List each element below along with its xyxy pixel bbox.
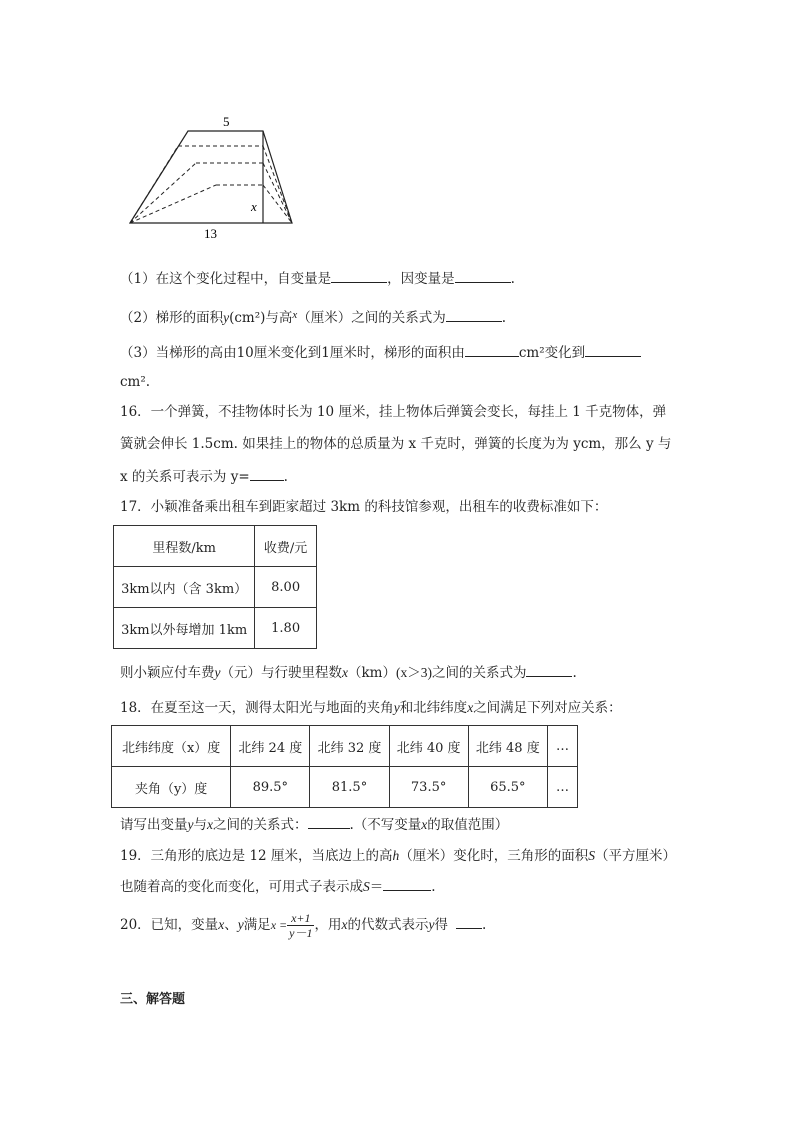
lat-cell: 北纬 40 度 bbox=[389, 726, 468, 767]
latitude-table bbox=[111, 725, 578, 808]
angle-cell: … bbox=[547, 767, 577, 808]
fraction: $\frac{x+1}{y-1}$ bbox=[289, 911, 313, 940]
lat-cell: 北纬 32 度 bbox=[310, 726, 389, 767]
q15-part3-unit: cm². bbox=[120, 374, 151, 390]
trapezoid-figure bbox=[120, 110, 310, 245]
q18-intro: 18．在夏至这一天，测得太阳光与地面的夹角y和北纬纬度x之间满足下列对应关系： bbox=[120, 700, 622, 716]
answer-blank[interactable] bbox=[250, 466, 284, 481]
fare-row-distance: 3km以外每增加 1km bbox=[114, 608, 255, 649]
fare-row-fee: 8.00 bbox=[255, 567, 317, 608]
q19-line1: 19．三角形的底边是 12 厘米，当底边上的高h（厘米）变化时，三角形的面积S（平方厘米） bbox=[120, 848, 676, 864]
q17-question: 则小颖应付车费y（元）与行驶里程数x（km）(x＞3)之间的关系式为 . bbox=[120, 662, 577, 683]
answer-blank[interactable] bbox=[455, 268, 511, 283]
answer-blank[interactable] bbox=[308, 814, 350, 829]
bottom-label: 13 bbox=[204, 226, 217, 241]
fare-row-fee: 1.80 bbox=[255, 608, 317, 649]
section-title: 三、解答题 bbox=[120, 992, 186, 1007]
lat-cell: 北纬 24 度 bbox=[231, 726, 310, 767]
angle-cell: 89.5° bbox=[231, 767, 310, 808]
q15-part3: （3）当梯形的高由10厘米变化到1厘米时，梯形的面积由 cm²变化到 bbox=[120, 342, 641, 363]
dashed-level-2c bbox=[263, 163, 292, 223]
answer-blank[interactable] bbox=[446, 307, 502, 322]
answer-blank[interactable] bbox=[383, 876, 431, 891]
dashed-level-1c bbox=[263, 146, 292, 223]
q16-line3: x 的关系可表示为 y= . bbox=[120, 466, 288, 487]
dashed-level-3 bbox=[130, 185, 216, 223]
q20-line: 20．已知，变量x、y满足x = $\frac{x+1}{y-1}$ ，用x的代数式表示y得 . bbox=[120, 911, 487, 940]
q18-question: 请写出变量y与x之间的关系式： .（不写变量x的取值范围） bbox=[120, 814, 508, 835]
angle-cell: 夹角（y）度 bbox=[112, 767, 231, 808]
dashed-level-2 bbox=[130, 163, 196, 223]
lat-cell: 北纬 48 度 bbox=[468, 726, 547, 767]
answer-blank[interactable] bbox=[585, 342, 641, 357]
q19-line2: 也随着高的变化而变化，可用式子表示成S＝ . bbox=[120, 876, 436, 897]
lat-cell: … bbox=[547, 726, 577, 767]
answer-blank[interactable] bbox=[456, 914, 482, 929]
q15-part2: （2）梯形的面积y(cm²)与高$^x$（厘米）之间的关系式为 . bbox=[120, 309, 507, 326]
dashed-level-3c bbox=[263, 185, 292, 223]
fare-row-distance: 3km以内（含 3km） bbox=[114, 567, 255, 608]
answer-blank[interactable] bbox=[465, 342, 519, 357]
lat-cell: 北纬纬度（x）度 bbox=[112, 726, 231, 767]
angle-cell: 73.5° bbox=[389, 767, 468, 808]
fare-header-distance: 里程数/km bbox=[114, 526, 255, 567]
q15-part1: （1）在这个变化过程中，自变量是 ，因变量是 . bbox=[120, 268, 515, 289]
height-label: x bbox=[251, 199, 257, 214]
angle-cell: 65.5° bbox=[468, 767, 547, 808]
q17-intro: 17．小颖准备乘出租车到距家超过 3km 的科技馆参观，出租车的收费标准如下： bbox=[120, 499, 608, 515]
q16-line2: 簧就会伸长 1.5cm. 如果挂上的物体的总质量为 x 千克时，弹簧的长度为为 ycm，那么 y 与 bbox=[120, 436, 672, 452]
angle-cell: 81.5° bbox=[310, 767, 389, 808]
q16-line1: 16．一个弹簧，不挂物体时长为 10 厘米，挂上物体后弹簧会变长，每挂上 1 千克物体，弹 bbox=[120, 404, 667, 420]
top-label: 5 bbox=[223, 114, 230, 129]
answer-blank[interactable] bbox=[526, 662, 572, 677]
answer-blank[interactable] bbox=[331, 268, 387, 283]
fare-table bbox=[113, 525, 317, 649]
trapezoid-outline bbox=[130, 131, 292, 223]
fare-header-fee: 收费/元 bbox=[255, 526, 317, 567]
